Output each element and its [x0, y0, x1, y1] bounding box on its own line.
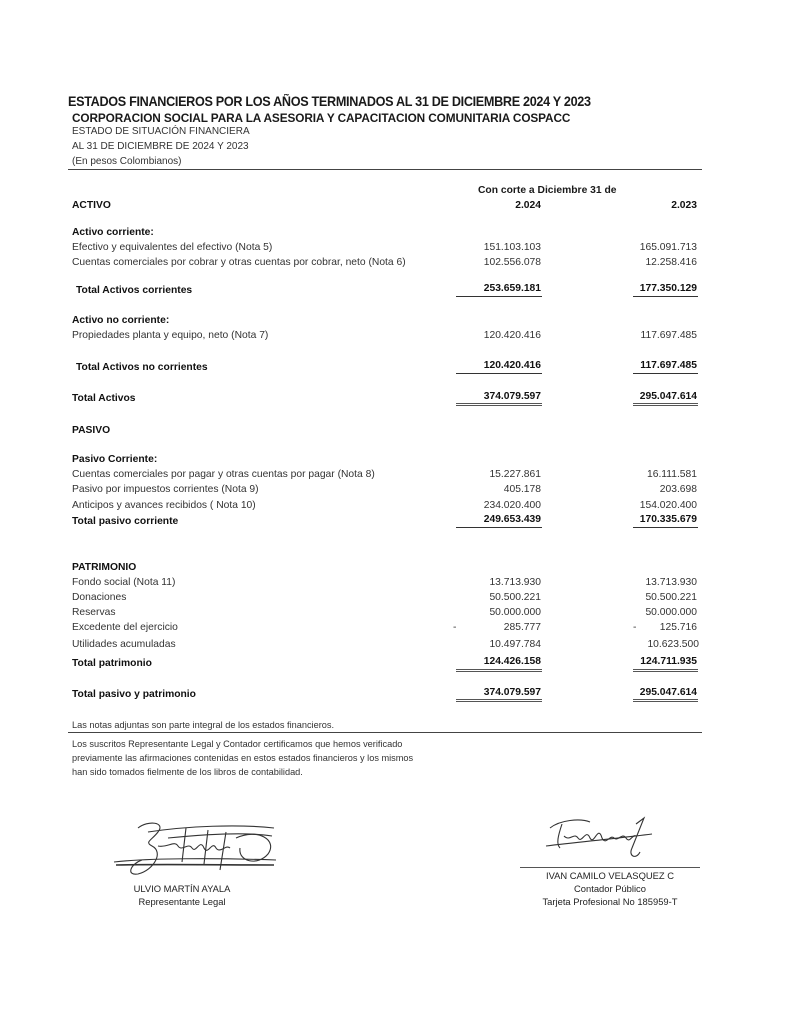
- total-value-2023: 295.047.614: [639, 391, 697, 402]
- activo-heading: ACTIVO: [72, 200, 111, 211]
- total-double-underline: [633, 403, 698, 406]
- row-value-2024: 102.556.078: [483, 257, 541, 268]
- row-label: Propiedades planta y equipo, neto (Nota 7): [72, 330, 269, 341]
- row-value-2023: 10.623.500: [647, 639, 699, 650]
- negative-sign-2023: -: [633, 622, 637, 633]
- accountant-name: IVAN CAMILO VELASQUEZ C: [546, 870, 674, 881]
- header-divider: [68, 169, 702, 170]
- row-label: Cuentas comerciales por cobrar y otras cuentas por cobrar, neto (Nota 6): [72, 257, 406, 268]
- certification-line: Los suscritos Representante Legal y Contador certificamos que hemos verificado: [72, 739, 403, 749]
- certification-line: han sido tomados fielmente de los libros de contabilidad.: [72, 767, 303, 777]
- currency-note: (En pesos Colombianos): [72, 156, 182, 167]
- notes-statement: Las notas adjuntas son parte integral de los estados financieros.: [72, 720, 335, 730]
- row-label: Anticipos y avances recibidos ( Nota 10): [72, 500, 256, 511]
- activo-corriente-heading: Activo corriente:: [72, 227, 154, 238]
- total-value-2024: 120.420.416: [483, 360, 541, 371]
- row-value-2023: 165.091.713: [639, 242, 697, 253]
- total-value-2024: 253.659.181: [483, 283, 541, 294]
- row-value-2024: 13.713.930: [489, 577, 541, 588]
- total-underline: [633, 527, 698, 528]
- row-value-2023: 50.000.000: [645, 607, 697, 618]
- negative-sign-2024: -: [453, 622, 457, 633]
- row-value-2024: 151.103.103: [483, 242, 541, 253]
- total-double-underline: [633, 699, 698, 702]
- period-caption: Con corte a Diciembre 31 de: [478, 185, 617, 196]
- row-label: Reservas: [72, 607, 116, 618]
- document-title: ESTADOS FINANCIEROS POR LOS AÑOS TERMINADOS AL 31 DE DICIEMBRE 2024 Y 2023: [68, 94, 591, 109]
- row-value-2024: 50.000.000: [489, 607, 541, 618]
- total-label: Total Activos: [72, 393, 136, 404]
- total-value-2024: 374.079.597: [483, 391, 541, 402]
- total-underline: [456, 296, 542, 297]
- accountant-signature-line: [520, 867, 700, 868]
- row-value-2024: 120.420.416: [483, 330, 541, 341]
- row-value-2024: 234.020.400: [483, 500, 541, 511]
- certification-line: previamente las afirmaciones contenidas en estos estados financieros y los mismos: [72, 753, 414, 763]
- footer-divider: [68, 732, 702, 733]
- total-value-2024: 124.426.158: [483, 656, 541, 667]
- total-label: Total Activos no corrientes: [76, 362, 208, 373]
- pasivo-corriente-heading: Pasivo Corriente:: [72, 454, 158, 465]
- legal-representative-signature: [108, 818, 280, 882]
- accountant-license: Tarjeta Profesional No 185959-T: [542, 896, 678, 907]
- legal-representative-role: Representante Legal: [138, 896, 226, 907]
- row-value-2024: 405.178: [503, 484, 541, 495]
- total-value-2023: 177.350.129: [639, 283, 697, 294]
- accountant-role: Contador Público: [574, 883, 646, 894]
- total-double-underline: [456, 669, 542, 672]
- row-value-2023: 203.698: [659, 484, 697, 495]
- patrimonio-heading: PATRIMONIO: [72, 562, 137, 573]
- row-value-2024: 285.777: [503, 622, 541, 633]
- row-value-2023: 50.500.221: [645, 592, 697, 603]
- row-value-2024: 10.497.784: [489, 639, 541, 650]
- row-value-2024: 15.227.861: [489, 469, 541, 480]
- organization-name: CORPORACION SOCIAL PARA LA ASESORIA Y CAPACITACION COMUNITARIA COSPACC: [72, 111, 571, 125]
- total-value-2024: 374.079.597: [483, 687, 541, 698]
- activo-no-corriente-heading: Activo no corriente:: [72, 315, 170, 326]
- row-value-2024: 50.500.221: [489, 592, 541, 603]
- total-label: Total patrimonio: [72, 658, 152, 669]
- total-underline: [633, 296, 698, 297]
- row-value-2023: 16.111.581: [646, 469, 697, 480]
- accountant-signature: [540, 808, 660, 864]
- total-double-underline: [633, 669, 698, 672]
- total-label: Total pasivo corriente: [72, 516, 179, 527]
- row-value-2023: 125.716: [659, 622, 697, 633]
- statement-name: ESTADO DE SITUACIÓN FINANCIERA: [72, 126, 250, 137]
- row-label: Pasivo por impuestos corrientes (Nota 9): [72, 484, 259, 495]
- row-value-2023: 13.713.930: [645, 577, 697, 588]
- total-underline: [456, 527, 542, 528]
- row-label: Cuentas comerciales por pagar y otras cuentas por pagar (Nota 8): [72, 469, 375, 480]
- total-value-2024: 249.653.439: [483, 514, 541, 525]
- total-underline: [633, 373, 698, 374]
- year-2023-header: 2.023: [671, 200, 697, 211]
- row-label: Excedente del ejercicio: [72, 622, 178, 633]
- total-value-2023: 124.711.935: [640, 656, 697, 667]
- total-value-2023: 117.697.485: [640, 360, 697, 371]
- total-double-underline: [456, 699, 542, 702]
- total-double-underline: [456, 403, 542, 406]
- statement-date: AL 31 DE DICIEMBRE DE 2024 Y 2023: [72, 141, 249, 152]
- total-value-2023: 295.047.614: [639, 687, 697, 698]
- row-label: Utilidades acumuladas: [72, 639, 176, 650]
- total-label: Total pasivo y patrimonio: [72, 689, 196, 700]
- row-value-2023: 117.697.485: [640, 330, 697, 341]
- row-label: Efectivo y equivalentes del efectivo (Nota 5): [72, 242, 273, 253]
- row-value-2023: 154.020.400: [639, 500, 697, 511]
- total-underline: [456, 373, 542, 374]
- row-value-2023: 12.258.416: [645, 257, 697, 268]
- legal-representative-name: ULVIO MARTÍN AYALA: [133, 883, 231, 894]
- total-value-2023: 170.335.679: [639, 514, 697, 525]
- row-label: Fondo social (Nota 11): [72, 577, 176, 588]
- year-2024-header: 2.024: [515, 200, 541, 211]
- pasivo-heading: PASIVO: [72, 425, 111, 436]
- row-label: Donaciones: [72, 592, 127, 603]
- total-label: Total Activos corrientes: [76, 285, 193, 296]
